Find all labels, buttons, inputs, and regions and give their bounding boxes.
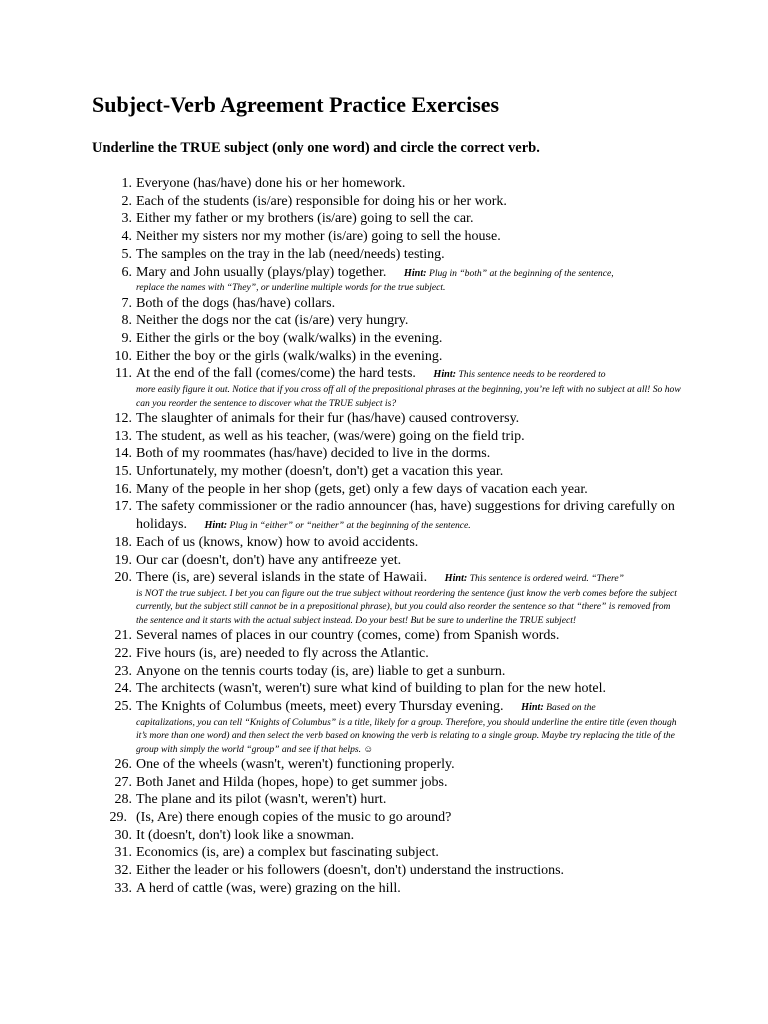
exercise-text: Anyone on the tennis courts today (is, are) liable to get a sunburn. <box>136 663 506 679</box>
exercise-item <box>0 627 768 645</box>
exercise-item <box>0 663 768 681</box>
exercise-number: 19. <box>114 552 132 568</box>
exercise-text: Each of us (knows, know) how to avoid accidents. <box>136 534 419 550</box>
exercise-number: 11. <box>115 366 132 382</box>
exercise-text: Either my father or my brothers (is/are) going to sell the car. <box>136 211 474 227</box>
exercise-number: 5. <box>121 246 132 262</box>
exercise-number: 3. <box>121 211 132 227</box>
exercise-number: 32. <box>114 863 132 879</box>
exercise-text: Either the leader or his followers (doesn't, don't) understand the instructions. <box>136 863 565 879</box>
hint-text: Hint: Plug in “either” or “neither” at the beginning of the sentence. <box>204 520 471 532</box>
exercise-text: Several names of places in our country (comes, come) from Spanish words. <box>136 628 560 644</box>
exercise-item <box>0 809 768 827</box>
hint-label: Hint: <box>433 369 457 381</box>
exercise-text: One of the wheels (wasn't, weren't) functioning properly. <box>136 756 455 772</box>
exercise-text: Each of the students (is/are) responsible for doing his or her work. <box>136 193 507 209</box>
exercise-item <box>0 410 768 428</box>
exercise-number: 21. <box>114 628 132 644</box>
exercise-item <box>0 228 768 246</box>
exercise-item <box>0 264 768 295</box>
exercise-item <box>0 569 768 627</box>
exercise-item <box>0 330 768 348</box>
exercise-item <box>0 246 768 264</box>
exercise-item <box>0 880 768 898</box>
exercise-item <box>0 680 768 698</box>
hint-label: Hint: <box>521 702 544 714</box>
exercise-item <box>0 365 768 410</box>
exercise-text: At the end of the fall (comes/come) the hard tests. <box>136 366 416 382</box>
hint-label: Hint: <box>444 573 468 585</box>
exercise-number: 17. <box>114 499 132 515</box>
exercise-text: The Knights of Columbus (meets, meet) every Thursday evening. <box>136 699 504 715</box>
exercise-text: Both Janet and Hilda (hopes, hope) to get summer jobs. <box>136 774 448 790</box>
exercise-item <box>0 193 768 211</box>
instructions: Underline the TRUE subject (only one word) and circle the correct verb. <box>92 140 540 156</box>
exercise-item <box>0 445 768 463</box>
exercise-item <box>0 210 768 228</box>
exercise-text: The safety commissioner or the radio announcer (has, have) suggestions for driving carefully on holidays. <box>136 499 675 533</box>
exercise-item <box>0 481 768 499</box>
exercise-number: 12. <box>114 410 132 426</box>
exercise-text: The architects (wasn't, weren't) sure what kind of building to plan for the new hotel. <box>136 681 607 697</box>
exercise-number: 25. <box>114 699 132 715</box>
exercise-item <box>0 348 768 366</box>
exercise-text: Either the boy or the girls (walk/walks) in the evening. <box>136 348 443 364</box>
exercise-item <box>0 756 768 774</box>
hint-label: Hint: <box>204 520 228 532</box>
exercise-number: 22. <box>114 645 132 661</box>
exercise-number: 9. <box>121 331 132 347</box>
exercise-item <box>0 498 768 533</box>
exercise-text: It (doesn't, don't) look like a snowman. <box>136 827 355 843</box>
exercise-text: Everyone (has/have) done his or her homework. <box>136 176 406 191</box>
exercise-number: 26. <box>114 756 132 772</box>
exercise-item <box>0 312 768 330</box>
exercise-number: 2. <box>121 193 132 209</box>
exercise-text: Many of the people in her shop (gets, get) only a few days of vacation each year. <box>136 481 588 497</box>
hint-text: Hint: This sentence needs to be reordered to <box>433 369 606 381</box>
exercise-item <box>0 534 768 552</box>
exercise-text: The samples on the tray in the lab (need/needs) testing. <box>136 246 445 262</box>
exercise-text: Neither the dogs nor the cat (is/are) very hungry. <box>136 313 409 329</box>
exercise-number: 24. <box>114 681 132 697</box>
exercise-number: 29. <box>109 810 127 826</box>
exercise-number: 23. <box>114 663 132 679</box>
hint-continuation: more easily figure it out. Notice that if you cross off all of the prepositional phrases at the beginning, you’re left with no subject at all! So how can you reorder the sentence to discover what the TRUE subject is? <box>136 384 681 409</box>
exercise-number: 1. <box>121 176 132 191</box>
hint-text: Hint: This sentence is ordered weird. “There” <box>444 573 624 585</box>
page-title: Subject-Verb Agreement Practice Exercises <box>92 92 500 117</box>
exercise-number: 10. <box>114 348 132 364</box>
exercise-text: The plane and its pilot (wasn't, weren't) hurt. <box>136 792 387 808</box>
exercise-item <box>0 552 768 570</box>
exercise-number: 15. <box>114 464 132 480</box>
hint-continuation: replace the names with “They”, or underline multiple words for the true subject. <box>136 282 446 294</box>
exercise-text: Both of the dogs (has/have) collars. <box>136 295 336 311</box>
exercise-number: 8. <box>121 313 132 329</box>
exercise-number: 13. <box>114 428 132 444</box>
exercise-item <box>0 862 768 880</box>
hint-continuation: is NOT the true subject. I bet you can figure out the true subject without reordering the sentence (just know the verb comes before the subject currently, but the subject still cannot be in a prepositional phrase), but you could also reorder the sentence so that “there” is removed from the sentence and it starts with the actual subject instead. Do your best! But be sure to underline the TRUE subject! <box>136 587 677 626</box>
exercise-item <box>0 844 768 862</box>
exercise-text: The slaughter of animals for their fur (has/have) caused controversy. <box>136 410 520 426</box>
exercise-number: 27. <box>114 774 132 790</box>
exercise-number: 33. <box>114 880 132 896</box>
exercise-number: 31. <box>114 845 132 861</box>
hint-continuation: capitalizations, you can tell “Knights of Columbus” is a title, likely for a group. Therefore, you should underline the entire title (even though it’s more than one word) and then select the verb based on knowing the verb is relating to a single group. Maybe try replacing the title of the group with simply the world “group” and see if that helps. ☺ <box>136 716 677 755</box>
exercise-item <box>0 645 768 663</box>
exercise-text: Unfortunately, my mother (doesn't, don't) get a vacation this year. <box>136 464 504 480</box>
exercise-list <box>0 175 768 898</box>
exercise-number: 14. <box>114 446 132 462</box>
exercise-number: 4. <box>121 229 132 245</box>
exercise-number: 30. <box>114 827 132 843</box>
exercise-text: Five hours (is, are) needed to fly across the Atlantic. <box>136 645 429 661</box>
exercise-text: There (is, are) several islands in the state of Hawaii. <box>136 570 428 586</box>
hint-label: Hint: <box>403 267 427 279</box>
hint-text: Hint: Plug in “both” at the beginning of the sentence, <box>403 267 614 279</box>
exercise-text: Our car (doesn't, don't) have any antifreeze yet. <box>136 552 402 568</box>
exercise-item <box>0 774 768 792</box>
hint-text: Hint: Based on the <box>521 702 596 714</box>
exercise-item <box>0 295 768 313</box>
exercise-item <box>0 791 768 809</box>
exercise-text: Mary and John usually (plays/play) together. <box>136 264 387 280</box>
exercise-text: Both of my roommates (has/have) decided to live in the dorms. <box>136 446 491 462</box>
exercise-text: Economics (is, are) a complex but fascinating subject. <box>136 845 439 861</box>
exercise-text: The student, as well as his teacher, (was/were) going on the field trip. <box>136 428 525 444</box>
exercise-text: A herd of cattle (was, were) grazing on the hill. <box>136 880 401 896</box>
exercise-item <box>0 428 768 446</box>
exercise-item <box>0 175 768 193</box>
exercise-text: Either the girls or the boy (walk/walks) in the evening. <box>136 331 443 347</box>
exercise-number: 16. <box>114 481 132 497</box>
exercise-number: 28. <box>114 792 132 808</box>
exercise-text: Neither my sisters nor my mother (is/are) going to sell the house. <box>136 229 501 245</box>
exercise-number: 18. <box>114 534 132 550</box>
exercise-item <box>0 827 768 845</box>
exercise-number: 7. <box>121 295 132 311</box>
exercise-number: 20. <box>114 570 132 586</box>
exercise-item <box>0 463 768 481</box>
exercise-number: 6. <box>121 264 132 280</box>
exercise-item <box>0 698 768 756</box>
exercise-text: (Is, Are) there enough copies of the music to go around? <box>136 810 452 826</box>
